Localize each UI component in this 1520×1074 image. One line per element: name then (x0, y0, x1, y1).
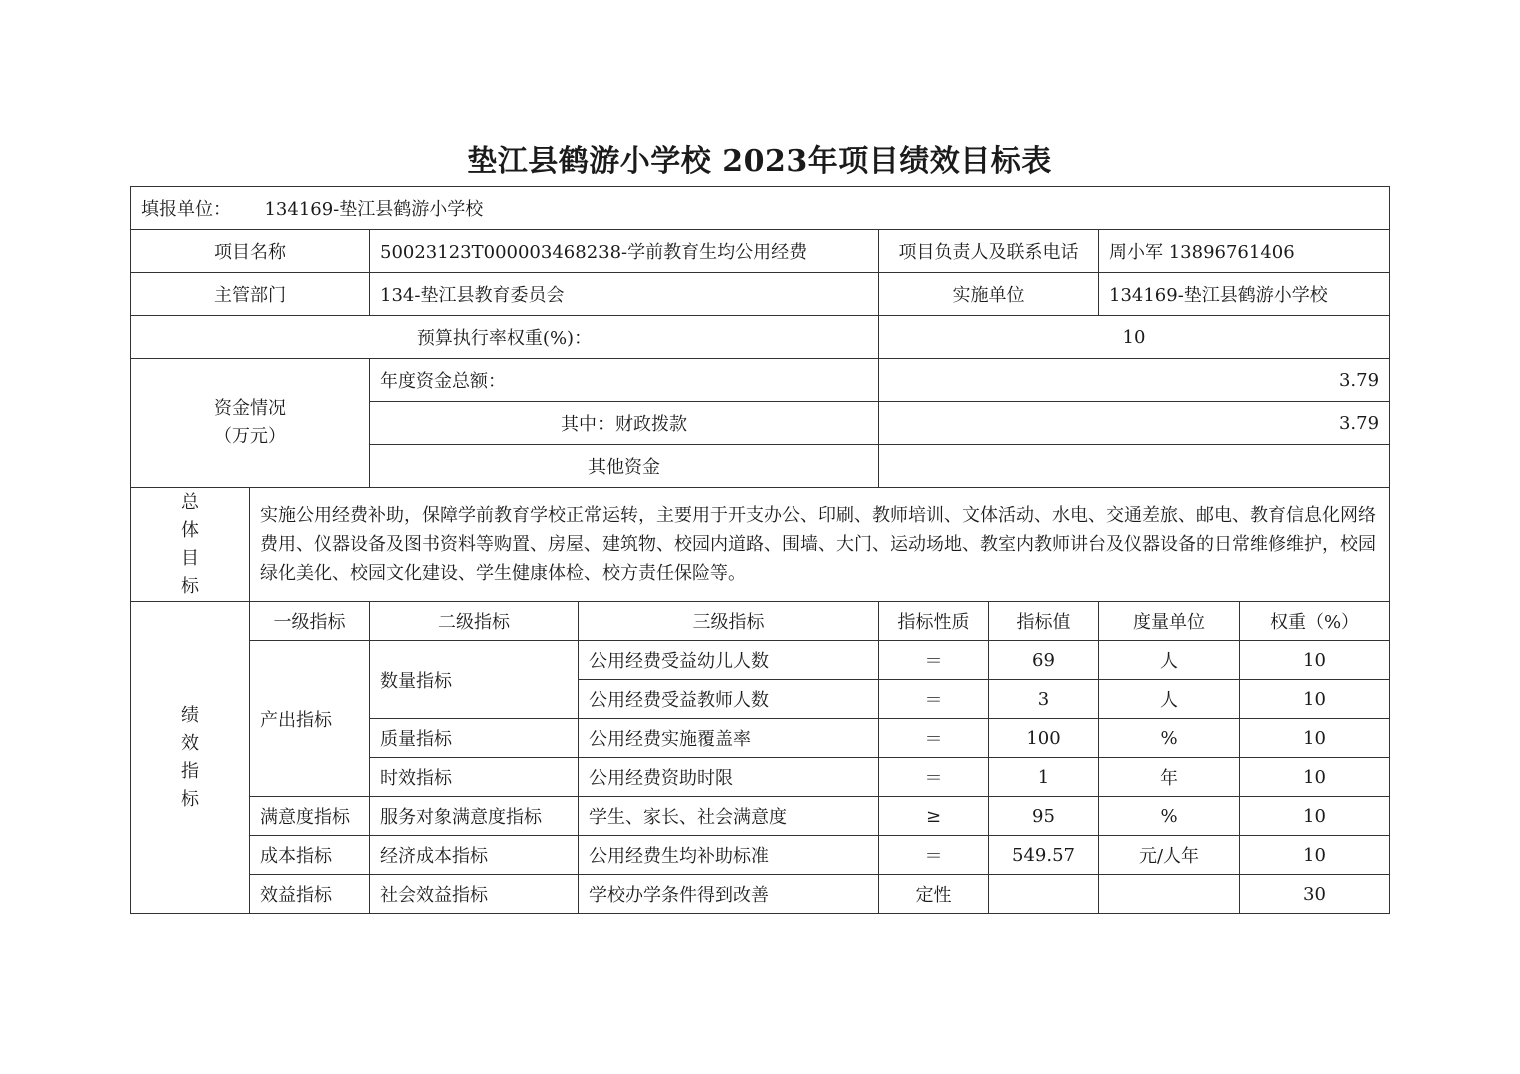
goal-label-char: 目 (181, 547, 199, 569)
funds-total-row (131, 359, 1390, 402)
weight-cell: 10 (1240, 680, 1390, 719)
header-unit: 度量单位 (1099, 602, 1240, 641)
level3-cell: 公用经费生均补助标准 (579, 836, 879, 875)
funds-fiscal-value: 3.79 (879, 402, 1390, 445)
funds-fiscal-label: 其中：财政拨款 (370, 402, 879, 445)
performance-indicator-label (131, 602, 250, 914)
indicator-label-char: 效 (181, 732, 199, 754)
nature-cell: ＝ (879, 836, 989, 875)
nature-cell: ＝ (879, 758, 989, 797)
header-weight: 权重（%） (1240, 602, 1390, 641)
funds-other-value (879, 445, 1390, 488)
project-owner-value: 周小军 13896761406 (1099, 230, 1390, 273)
funds-label-line2: （万元） (214, 426, 286, 447)
level3-cell: 学校办学条件得到改善 (579, 875, 879, 914)
project-name-value: 50023123T000003468238-学前教育生均公用经费 (370, 230, 879, 273)
indicator-header-row (131, 602, 1390, 641)
level2-cell: 社会效益指标 (370, 875, 579, 914)
project-name-row (131, 230, 1390, 273)
table-row (131, 836, 1390, 875)
unit-cell: 元/人年 (1099, 836, 1240, 875)
nature-cell: ＝ (879, 719, 989, 758)
level3-cell: 公用经费实施覆盖率 (579, 719, 879, 758)
funds-label (131, 359, 370, 488)
level3-cell: 公用经费受益幼儿人数 (579, 641, 879, 680)
performance-target-table (130, 186, 1390, 914)
budget-weight-label: 预算执行率权重(%)： (131, 316, 879, 359)
nature-cell: ≥ (879, 797, 989, 836)
funds-other-label: 其他资金 (370, 445, 879, 488)
value-cell: 95 (989, 797, 1099, 836)
fill-unit-value: 134169-垫江县鹤游小学校 (264, 199, 484, 220)
level2-cell: 时效指标 (370, 758, 579, 797)
quantity-indicator-label: 数量指标 (370, 641, 579, 719)
goal-label-char: 标 (181, 575, 199, 597)
table-row (131, 797, 1390, 836)
weight-cell: 10 (1240, 836, 1390, 875)
indicator-label-char: 绩 (181, 704, 199, 726)
department-row (131, 273, 1390, 316)
level1-cell: 满意度指标 (250, 797, 370, 836)
table-row (131, 875, 1390, 914)
level1-cell: 效益指标 (250, 875, 370, 914)
nature-cell: 定性 (879, 875, 989, 914)
indicator-label-char: 指 (181, 760, 199, 782)
unit-cell: 人 (1099, 680, 1240, 719)
budget-weight-row (131, 316, 1390, 359)
unit-cell: 人 (1099, 641, 1240, 680)
level3-cell: 学生、家长、社会满意度 (579, 797, 879, 836)
table-row (131, 641, 1390, 680)
weight-cell: 10 (1240, 797, 1390, 836)
level2-cell: 经济成本指标 (370, 836, 579, 875)
value-cell: 1 (989, 758, 1099, 797)
unit-cell (1099, 875, 1240, 914)
project-name-label: 项目名称 (131, 230, 370, 273)
goal-label-char: 总 (181, 491, 199, 513)
overall-goal-label (131, 488, 250, 602)
department-label: 主管部门 (131, 273, 370, 316)
department-value: 134-垫江县教育委员会 (370, 273, 879, 316)
value-cell: 100 (989, 719, 1099, 758)
output-indicator-label: 产出指标 (250, 641, 370, 797)
unit-cell: % (1099, 719, 1240, 758)
fill-unit-label: 填报单位： (141, 199, 231, 220)
funds-total-label: 年度资金总额： (370, 359, 879, 402)
header-nature: 指标性质 (879, 602, 989, 641)
budget-weight-value: 10 (879, 316, 1390, 359)
value-cell: 3 (989, 680, 1099, 719)
level3-cell: 公用经费受益教师人数 (579, 680, 879, 719)
funds-total-value: 3.79 (879, 359, 1390, 402)
unit-cell: % (1099, 797, 1240, 836)
implementing-unit-value: 134169-垫江县鹤游小学校 (1099, 273, 1390, 316)
weight-cell: 10 (1240, 758, 1390, 797)
project-owner-label: 项目负责人及联系电话 (879, 230, 1099, 273)
level2-cell: 质量指标 (370, 719, 579, 758)
weight-cell: 10 (1240, 641, 1390, 680)
goal-label-char: 体 (181, 519, 199, 541)
level1-cell: 成本指标 (250, 836, 370, 875)
implementing-unit-label: 实施单位 (879, 273, 1099, 316)
header-value: 指标值 (989, 602, 1099, 641)
indicator-label-char: 标 (181, 788, 199, 810)
weight-cell: 10 (1240, 719, 1390, 758)
level2-cell: 服务对象满意度指标 (370, 797, 579, 836)
value-cell: 549.57 (989, 836, 1099, 875)
nature-cell: ＝ (879, 680, 989, 719)
header-level2: 二级指标 (370, 602, 579, 641)
page-title: 垫江县鹤游小学校 2023年项目绩效目标表 (467, 144, 1052, 179)
funds-label-line1: 资金情况 (214, 398, 286, 419)
header-level1: 一级指标 (250, 602, 370, 641)
value-cell (989, 875, 1099, 914)
header-level3: 三级指标 (579, 602, 879, 641)
value-cell: 69 (989, 641, 1099, 680)
unit-cell: 年 (1099, 758, 1240, 797)
fill-unit-row (131, 187, 1390, 230)
overall-goal-row (131, 488, 1390, 602)
level3-cell: 公用经费资助时限 (579, 758, 879, 797)
weight-cell: 30 (1240, 875, 1390, 914)
overall-goal-text: 实施公用经费补助，保障学前教育学校正常运转，主要用于开支办公、印刷、教师培训、文体活动、水电、交通差旅、邮电、教育信息化网络费用、仪器设备及图书资料等购置、房屋、建筑物、校园内道路、围墙、大门、运动场地、教室内教师讲台及仪器设备的日常维修维护，校园绿化美化、校园文化建设、学生健康体检、校方责任保险等。 (250, 488, 1390, 602)
nature-cell: ＝ (879, 641, 989, 680)
